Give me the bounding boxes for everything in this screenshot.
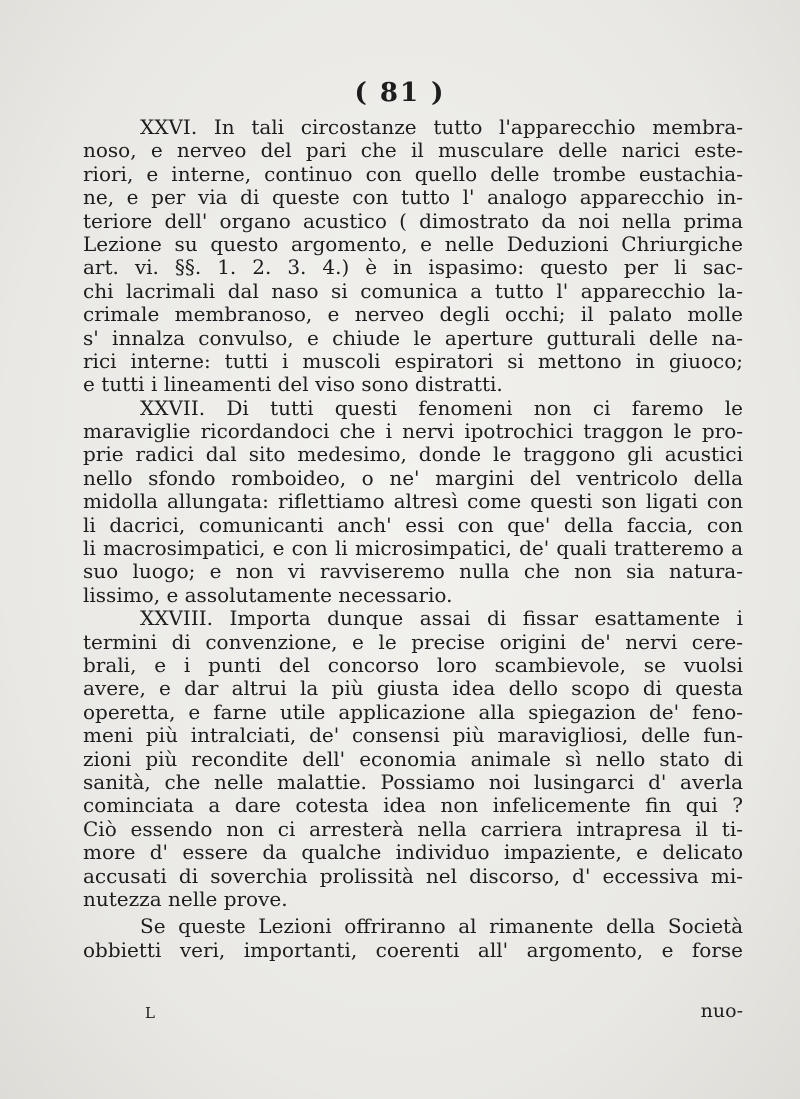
text-line: meni più intralciati, de' consensi più maravigliosi, delle fun- [83, 723, 743, 748]
text-line: ne, e per via di queste con tutto l' analogo apparecchio in- [83, 185, 743, 210]
text-line: Ciò essendo non ci arresterà nella carriera intrapresa il ti- [83, 816, 743, 841]
text-line: accusati di soverchia prolissità nel discorso, d' eccessiva mi- [83, 863, 743, 888]
text-line: teriore dell' organo acustico ( dimostrato da noi nella prima [83, 208, 743, 233]
text-line: maraviglie ricordandoci che i nervi ipotrochici traggon le pro- [83, 419, 743, 444]
text-line: suo luogo; e non vi ravviseremo nulla che non sia natura- [83, 559, 743, 584]
signature-mark: L [145, 1004, 155, 1022]
text-line: XXVI. In tali circostanze tutto l'apparecchio membra- [140, 115, 743, 139]
text-line: s' innalza convulso, e chiude le aperture gutturali delle na- [83, 325, 743, 350]
text-line: rici interne: tutti i muscoli espiratori si mettono in giuoco; [83, 348, 743, 373]
text-line: lissimo, e assolutamente necessario. [83, 582, 453, 607]
page-number: ( 81 ) [354, 78, 446, 108]
text-line: crimale membranoso, e nerveo degli occhi; il palato molle [83, 302, 743, 327]
text-line: zioni più recondite dell' economia animale sì nello stato di [83, 746, 743, 771]
text-line: nutezza nelle prove. [83, 886, 288, 911]
text-line: riori, e interne, continuo con quello delle trombe eustachia- [83, 161, 743, 186]
text-line: avere, e dar altrui la più giusta idea dello scopo di questa [83, 676, 743, 701]
catchword: nuo- [700, 1000, 743, 1022]
text-line: prie radici dal sito medesimo, donde le traggono gli acustici [83, 442, 743, 467]
text-line: art. vi. §§. 1. 2. 3. 4.) è in ispasimo: questo per li sac- [83, 255, 743, 280]
body-text [83, 116, 743, 962]
text-line: li macrosimpatici, e con li microsimpatici, de' quali tratteremo a [83, 536, 743, 561]
text-line: noso, e nerveo del pari che il musculare delle narici este- [83, 138, 743, 163]
text-line: nello sfondo romboideo, o ne' margini del ventricolo della [83, 465, 743, 490]
text-line: XXVII. Di tutti questi fenomeni non ci faremo le [140, 395, 743, 420]
text-line: XXVIII. Importa dunque assai di fissar esattamente i [140, 606, 743, 631]
text-line: more d' essere da qualche individuo impaziente, e delicato [83, 840, 743, 865]
text-line: obbietti veri, importanti, coerenti all' argomento, e forse [83, 937, 743, 962]
text-line: sanità, che nelle malattie. Possiamo noi lusingarci d' averla [83, 769, 743, 794]
page-footer [83, 1000, 743, 1024]
text-line: li dacrici, comunicanti anch' essi con que' della faccia, con [83, 512, 743, 537]
text-line: brali, e i punti del concorso loro scambievole, se vuolsi [83, 652, 743, 677]
text-line: Se queste Lezioni offriranno al rimanente della Società [140, 914, 743, 939]
text-line: Lezione su questo argomento, e nelle Deduzioni Chriurgiche [83, 231, 743, 256]
text-line: chi lacrimali dal naso si comunica a tutto l' apparecchio la- [83, 278, 743, 303]
text-line: cominciata a dare cotesta idea non infelicemente fin qui ? [83, 793, 743, 818]
text-line: e tutti i lineamenti del viso sono distratti. [83, 372, 503, 397]
text-line: operetta, e farne utile applicazione alla spiegazion de' feno- [83, 699, 743, 724]
text-line: termini di convenzione, e le precise origini de' nervi cere- [83, 629, 743, 654]
text-line: midolla allungata: riflettiamo altresì come questi son ligati con [83, 489, 743, 514]
